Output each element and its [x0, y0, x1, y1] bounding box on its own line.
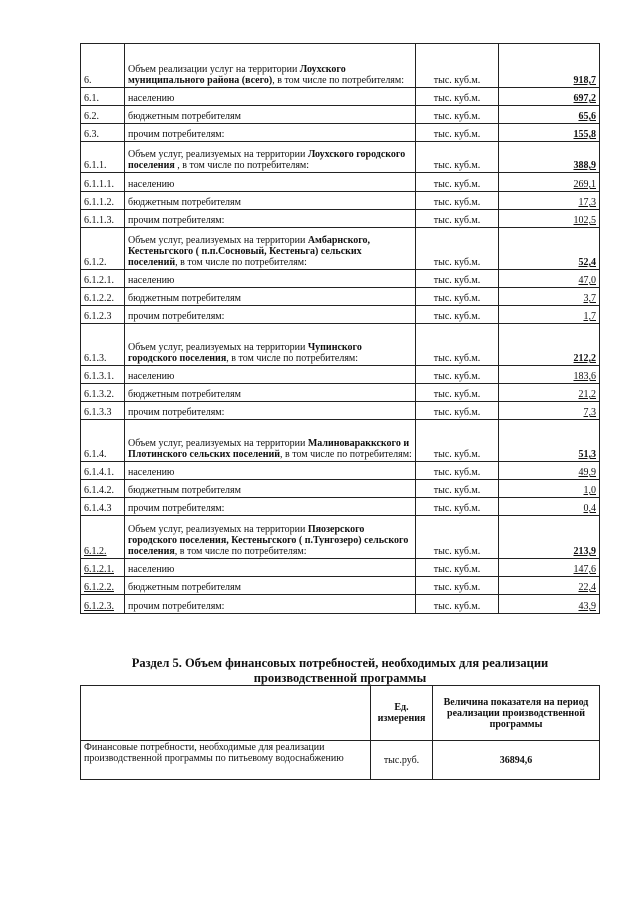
row-number: 6.1.2.1. [81, 270, 125, 288]
row-value: 22,4 [499, 577, 600, 595]
row-number: 6.1.3.2. [81, 384, 125, 402]
row-number: 6.1.1.3. [81, 210, 125, 228]
row-value: 697,2 [499, 88, 600, 106]
row-number: 6. [81, 44, 125, 88]
row-number: 6.3. [81, 124, 125, 142]
row-unit: тыс. куб.м. [416, 480, 499, 498]
row-number: 6.1.2.3. [81, 595, 125, 614]
row-value: 155,8 [499, 124, 600, 142]
row-value: 21,2 [499, 384, 600, 402]
row-description: Объем услуг, реализуемых на территории Пяозерского городского поселения, Кестеньгского ( п.Тунгозеро) сельского поселения, в том числе по потребителям: [125, 516, 416, 559]
row-number: 6.1.3.1. [81, 366, 125, 384]
header-value: Величина показателя на период реализации производственной программы [433, 686, 600, 741]
row-description: Объем реализации услуг на территории Лоухского муниципального района (всего), в том числе по потребителям: [125, 44, 416, 88]
row-value: 212,2 [499, 324, 600, 366]
volume-table-body [81, 44, 600, 614]
row-value: 17,3 [499, 192, 600, 210]
row-unit: тыс. куб.м. [416, 577, 499, 595]
row-unit: тыс. куб.м. [416, 192, 499, 210]
table-row [81, 577, 600, 595]
row-description: Объем услуг, реализуемых на территории Чупинского городского поселения, в том числе по потребителям: [125, 324, 416, 366]
table-row [81, 595, 600, 614]
table-row [81, 106, 600, 124]
row-value: 269,1 [499, 173, 600, 192]
table-row [81, 142, 600, 173]
row-number: 6.1.4.1. [81, 462, 125, 480]
table-row [81, 88, 600, 106]
row-number: 6.1.2. [81, 228, 125, 270]
row-number: 6.2. [81, 106, 125, 124]
table-row [81, 480, 600, 498]
table-row [81, 516, 600, 559]
row-description: бюджетным потребителям [125, 384, 416, 402]
row-description: прочим потребителям: [125, 306, 416, 324]
row-number: 6.1.2.2. [81, 577, 125, 595]
row-unit: тыс. куб.м. [416, 516, 499, 559]
row-description: Объем услуг, реализуемых на территории Лоухского городского поселения , в том числе по потребителям: [125, 142, 416, 173]
header-empty-cell [81, 686, 371, 741]
row-unit: тыс. куб.м. [416, 88, 499, 106]
financial-row-name: Финансовые потребности, необходимые для реализации производственной программы по питьевому водоснабжению [81, 741, 371, 780]
financial-row-value: 36894,6 [433, 741, 600, 780]
row-description: Объем услуг, реализуемых на территории Малиновараккского и Плотинского сельских поселений, в том числе по потребителям: [125, 420, 416, 462]
row-number: 6.1.1. [81, 142, 125, 173]
row-value: 147,6 [499, 559, 600, 577]
table-row [81, 324, 600, 366]
row-unit: тыс. куб.м. [416, 306, 499, 324]
row-unit: тыс. куб.м. [416, 210, 499, 228]
row-value: 7,3 [499, 402, 600, 420]
row-unit: тыс. куб.м. [416, 559, 499, 577]
row-unit: тыс. куб.м. [416, 462, 499, 480]
row-description: бюджетным потребителям [125, 480, 416, 498]
row-number: 6.1.2. [81, 516, 125, 559]
row-unit: тыс. куб.м. [416, 270, 499, 288]
row-number: 6.1.3.3 [81, 402, 125, 420]
table-row [81, 420, 600, 462]
financial-table-header [81, 686, 600, 741]
row-value: 49,9 [499, 462, 600, 480]
row-unit: тыс. куб.м. [416, 366, 499, 384]
row-unit: тыс. куб.м. [416, 106, 499, 124]
row-number: 6.1.4.2. [81, 480, 125, 498]
row-description: прочим потребителям: [125, 595, 416, 614]
row-unit: тыс. куб.м. [416, 595, 499, 614]
row-value: 43,9 [499, 595, 600, 614]
row-number: 6.1.1.2. [81, 192, 125, 210]
row-number: 6.1.2.1. [81, 559, 125, 577]
row-number: 6.1.3. [81, 324, 125, 366]
row-description: населению [125, 559, 416, 577]
row-value: 47,0 [499, 270, 600, 288]
row-unit: тыс. куб.м. [416, 402, 499, 420]
table-row [81, 366, 600, 384]
row-unit: тыс. куб.м. [416, 173, 499, 192]
table-row [81, 124, 600, 142]
financial-table-row [81, 741, 600, 780]
financial-row-unit: тыс.руб. [371, 741, 433, 780]
row-value: 3,7 [499, 288, 600, 306]
row-number: 6.1.2.3 [81, 306, 125, 324]
row-unit: тыс. куб.м. [416, 124, 499, 142]
table-row [81, 559, 600, 577]
row-unit: тыс. куб.м. [416, 420, 499, 462]
row-description: населению [125, 173, 416, 192]
row-description: прочим потребителям: [125, 124, 416, 142]
table-row [81, 228, 600, 270]
volume-table [80, 43, 600, 614]
row-value: 51,3 [499, 420, 600, 462]
row-description: населению [125, 462, 416, 480]
row-description: бюджетным потребителям [125, 288, 416, 306]
row-unit: тыс. куб.м. [416, 44, 499, 88]
row-unit: тыс. куб.м. [416, 142, 499, 173]
row-value: 1,0 [499, 480, 600, 498]
row-number: 6.1.1.1. [81, 173, 125, 192]
row-description: прочим потребителям: [125, 498, 416, 516]
row-description: прочим потребителям: [125, 210, 416, 228]
row-value: 102,5 [499, 210, 600, 228]
row-value: 918,7 [499, 44, 600, 88]
row-unit: тыс. куб.м. [416, 384, 499, 402]
row-value: 213,9 [499, 516, 600, 559]
row-description: бюджетным потребителям [125, 577, 416, 595]
row-description: бюджетным потребителям [125, 106, 416, 124]
row-number: 6.1. [81, 88, 125, 106]
row-number: 6.1.4.3 [81, 498, 125, 516]
row-unit: тыс. куб.м. [416, 228, 499, 270]
row-value: 1,7 [499, 306, 600, 324]
row-number: 6.1.2.2. [81, 288, 125, 306]
table-row [81, 402, 600, 420]
financial-table [80, 685, 600, 780]
row-description: населению [125, 270, 416, 288]
table-row [81, 498, 600, 516]
row-description: Объем услуг, реализуемых на территории Амбарнского, Кестеньгского ( п.п.Сосновый, Кестеньга) сельских поселений, в том числе по потребителям: [125, 228, 416, 270]
row-unit: тыс. куб.м. [416, 324, 499, 366]
row-unit: тыс. куб.м. [416, 498, 499, 516]
table-row [81, 462, 600, 480]
table-row [81, 192, 600, 210]
header-unit: Ед. измерения [371, 686, 433, 741]
table-row [81, 384, 600, 402]
table-row [81, 306, 600, 324]
row-description: бюджетным потребителям [125, 192, 416, 210]
row-value: 183,6 [499, 366, 600, 384]
row-description: населению [125, 88, 416, 106]
table-row [81, 173, 600, 192]
table-row [81, 288, 600, 306]
row-unit: тыс. куб.м. [416, 288, 499, 306]
table-row [81, 210, 600, 228]
table-row [81, 270, 600, 288]
row-number: 6.1.4. [81, 420, 125, 462]
row-value: 388,9 [499, 142, 600, 173]
table-row [81, 44, 600, 88]
row-description: населению [125, 366, 416, 384]
row-value: 0,4 [499, 498, 600, 516]
row-value: 52,4 [499, 228, 600, 270]
row-description: прочим потребителям: [125, 402, 416, 420]
section-5-title: Раздел 5. Объем финансовых потребностей, необходимых для реализации производственной программы [131, 656, 549, 685]
row-value: 65,6 [499, 106, 600, 124]
